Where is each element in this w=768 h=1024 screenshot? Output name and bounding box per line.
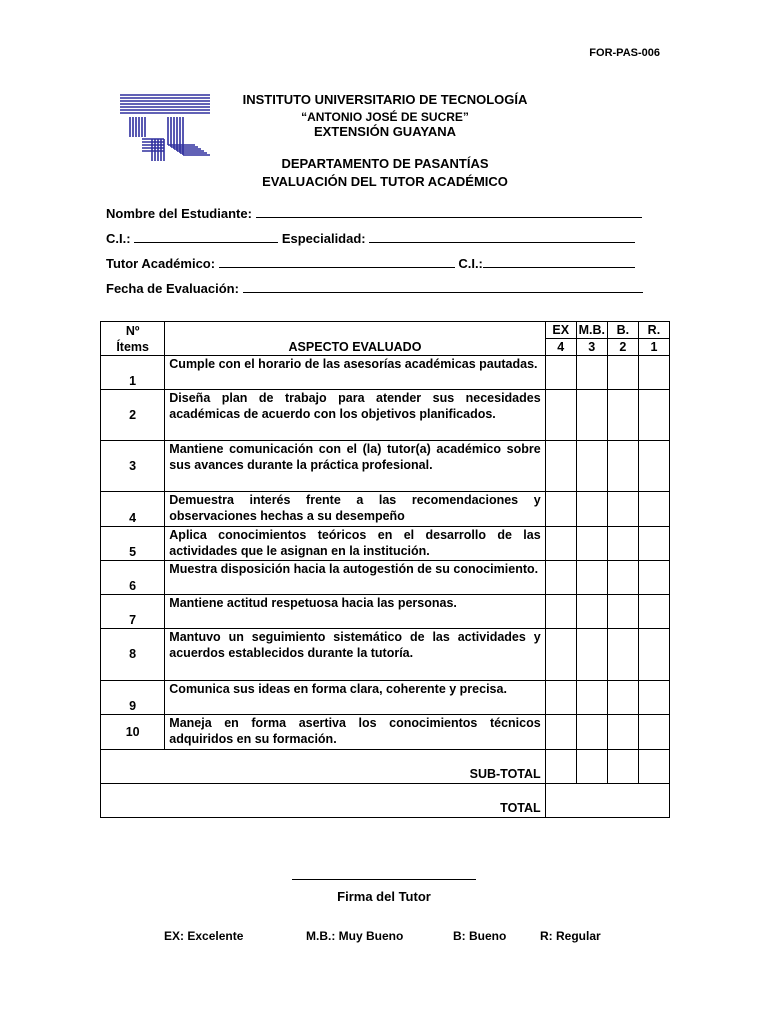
- subtotal-cell-ex[interactable]: [545, 750, 576, 784]
- row-number: 7: [101, 595, 165, 629]
- score-cell-r[interactable]: [638, 356, 669, 390]
- table-row: [101, 527, 670, 561]
- tutor-ci-label: C.I.:: [458, 256, 483, 271]
- form-title: EVALUACIÓN DEL TUTOR ACADÉMICO: [262, 174, 508, 189]
- score-cell-mb[interactable]: [576, 595, 607, 629]
- row-number: 6: [101, 561, 165, 595]
- row-number: 1: [101, 356, 165, 390]
- score-cell-r[interactable]: [638, 527, 669, 561]
- table-row: [101, 390, 670, 441]
- row-aspect: Comunica sus ideas en forma clara, coherente y precisa.: [165, 681, 545, 715]
- subtotal-cell-mb[interactable]: [576, 750, 607, 784]
- row-aspect: Demuestra interés frente a las recomendaciones y observaciones hechas a su desempeño: [165, 492, 545, 527]
- score-cell-ex[interactable]: [545, 561, 576, 595]
- score-cell-b[interactable]: [607, 681, 638, 715]
- student-name-label: Nombre del Estudiante:: [106, 206, 252, 221]
- score-cell-r[interactable]: [638, 441, 669, 492]
- table-row: [101, 629, 670, 681]
- score-cell-mb[interactable]: [576, 492, 607, 527]
- tutor-label: Tutor Académico:: [106, 256, 216, 271]
- score-cell-ex[interactable]: [545, 441, 576, 492]
- row-aspect: Cumple con el horario de las asesorías académicas pautadas.: [165, 356, 545, 390]
- department-title: DEPARTAMENTO DE PASANTÍAS: [281, 156, 489, 171]
- specialty-label: Especialidad:: [281, 231, 366, 246]
- total-label: TOTAL: [101, 784, 546, 818]
- legend-excelente: EX: Excelente: [164, 929, 244, 943]
- score-cell-ex[interactable]: [545, 595, 576, 629]
- score-value-r: 1: [638, 339, 669, 356]
- subtotal-row: [101, 750, 670, 784]
- score-cell-b[interactable]: [607, 492, 638, 527]
- row-aspect: Mantiene actitud respetuosa hacia las personas.: [165, 595, 545, 629]
- student-name-line[interactable]: [256, 206, 642, 218]
- tutor-ci-line[interactable]: [483, 256, 635, 268]
- score-cell-ex[interactable]: [545, 527, 576, 561]
- row-number: 10: [101, 715, 165, 750]
- row-aspect: Diseña plan de trabajo para atender sus necesidades académicas de acuerdo con los objetivos planificados.: [165, 390, 545, 441]
- aspect-header: ASPECTO EVALUADO: [165, 322, 545, 356]
- score-cell-b[interactable]: [607, 527, 638, 561]
- institute-subname: “ANTONIO JOSÉ DE SUCRE”: [301, 110, 469, 124]
- score-value-ex: 4: [545, 339, 576, 356]
- row-aspect: Aplica conocimientos teóricos en el desarrollo de las actividades que le asignan en la institución.: [165, 527, 545, 561]
- total-cell[interactable]: [545, 784, 669, 818]
- score-cell-mb[interactable]: [576, 390, 607, 441]
- score-header-mb: M.B.: [576, 322, 607, 339]
- row-number: 4: [101, 492, 165, 527]
- date-label: Fecha de Evaluación:: [106, 281, 239, 296]
- score-cell-b[interactable]: [607, 595, 638, 629]
- subtotal-cell-r[interactable]: [638, 750, 669, 784]
- score-cell-mb[interactable]: [576, 681, 607, 715]
- score-cell-r[interactable]: [638, 561, 669, 595]
- score-cell-b[interactable]: [607, 390, 638, 441]
- table-row: [101, 561, 670, 595]
- ci-specialty-row: [106, 231, 635, 246]
- legend-muy-bueno: M.B.: Muy Bueno: [306, 929, 404, 943]
- table-row: [101, 441, 670, 492]
- row-number: 9: [101, 681, 165, 715]
- table-row: [101, 595, 670, 629]
- tutor-line[interactable]: [219, 256, 455, 268]
- score-cell-mb[interactable]: [576, 629, 607, 681]
- ci-label: C.I.:: [106, 231, 131, 246]
- row-number: 8: [101, 629, 165, 681]
- evaluation-table: [100, 321, 670, 818]
- score-cell-b[interactable]: [607, 356, 638, 390]
- score-cell-mb[interactable]: [576, 561, 607, 595]
- items-header: Nº Ítems: [101, 322, 165, 356]
- score-cell-r[interactable]: [638, 629, 669, 681]
- subtotal-cell-b[interactable]: [607, 750, 638, 784]
- row-number: 5: [101, 527, 165, 561]
- ci-line[interactable]: [134, 231, 278, 243]
- table-row: [101, 715, 670, 750]
- score-cell-r[interactable]: [638, 595, 669, 629]
- table-row: [101, 356, 670, 390]
- row-aspect: Muestra disposición hacia la autogestión de su conocimiento.: [165, 561, 545, 595]
- score-cell-mb[interactable]: [576, 715, 607, 750]
- score-cell-ex[interactable]: [545, 492, 576, 527]
- row-aspect: Mantiene comunicación con el (la) tutor(a) académico sobre sus avances durante la práctica profesional.: [165, 441, 545, 492]
- score-cell-r[interactable]: [638, 681, 669, 715]
- legend-regular: R: Regular: [540, 929, 601, 943]
- legend-bueno: B: Bueno: [453, 929, 507, 943]
- score-cell-b[interactable]: [607, 561, 638, 595]
- table-row: [101, 492, 670, 527]
- tutor-row: [106, 256, 635, 271]
- institute-extension: EXTENSIÓN GUAYANA: [313, 124, 457, 139]
- score-cell-ex[interactable]: [545, 390, 576, 441]
- row-aspect: Mantuvo un seguimiento sistemático de las actividades y acuerdos establecidos durante la tutoría.: [165, 629, 545, 681]
- score-header-b: B.: [607, 322, 638, 339]
- row-number: 2: [101, 390, 165, 441]
- score-cell-ex[interactable]: [545, 356, 576, 390]
- score-cell-ex[interactable]: [545, 681, 576, 715]
- student-name-row: [106, 206, 642, 221]
- score-cell-mb[interactable]: [576, 356, 607, 390]
- score-cell-mb[interactable]: [576, 441, 607, 492]
- specialty-line[interactable]: [369, 231, 635, 243]
- form-code: FOR-PAS-006: [589, 47, 660, 59]
- table-header-row: [101, 322, 670, 339]
- score-cell-ex[interactable]: [545, 629, 576, 681]
- institute-logo: [118, 93, 212, 163]
- signature-label: Firma del Tutor: [337, 889, 431, 904]
- institute-name: INSTITUTO UNIVERSITARIO DE TECNOLOGÍA: [242, 92, 528, 107]
- signature-line[interactable]: [292, 879, 476, 880]
- score-cell-r[interactable]: [638, 492, 669, 527]
- table-row: [101, 681, 670, 715]
- score-cell-b[interactable]: [607, 441, 638, 492]
- score-cell-mb[interactable]: [576, 527, 607, 561]
- score-cell-r[interactable]: [638, 390, 669, 441]
- score-header-r: R.: [638, 322, 669, 339]
- score-cell-ex[interactable]: [545, 715, 576, 750]
- date-line[interactable]: [243, 281, 643, 293]
- score-cell-r[interactable]: [638, 715, 669, 750]
- subtotal-label: SUB-TOTAL: [101, 750, 546, 784]
- row-aspect: Maneja en forma asertiva los conocimientos técnicos adquiridos en su formación.: [165, 715, 545, 750]
- score-cell-b[interactable]: [607, 629, 638, 681]
- row-number: 3: [101, 441, 165, 492]
- score-value-mb: 3: [576, 339, 607, 356]
- score-header-ex: EX: [545, 322, 576, 339]
- date-row: [106, 281, 643, 296]
- score-cell-b[interactable]: [607, 715, 638, 750]
- total-row: [101, 784, 670, 818]
- score-value-b: 2: [607, 339, 638, 356]
